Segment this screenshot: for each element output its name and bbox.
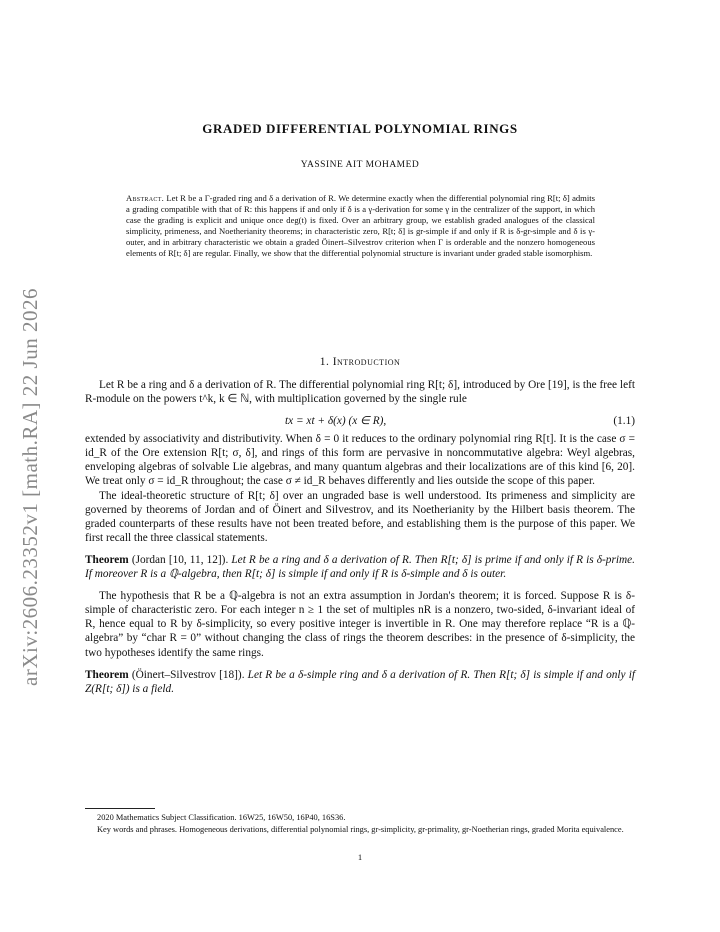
- footnote-rule: [85, 808, 155, 809]
- theorem-label: Theorem: [85, 553, 129, 566]
- equation-number: (1.1): [613, 415, 635, 428]
- section-heading-introduction: 1. Introduction: [319, 356, 401, 368]
- page-number: 1: [357, 852, 363, 862]
- abstract-label: Abstract.: [126, 193, 165, 203]
- theorem-statement: Let R be a δ-simple ring and δ a derivation of R. Then R[t; δ] is simple if and only if Z(R[t; δ]) is a field.: [85, 668, 635, 695]
- theorem-jordan: [85, 553, 635, 581]
- abstract: [126, 193, 595, 260]
- theorem-attribution: (Öinert–Silvestrov [18]).: [128, 668, 245, 681]
- footnote-msc: 2020 Mathematics Subject Classification. 16W25, 16W50, 16P40, 16S36.: [97, 813, 346, 822]
- paper-author: YASSINE AIT MOHAMED: [300, 160, 420, 170]
- paragraph-ideal-theory: The ideal-theoretic structure of R[t; δ] over an ungraded base is well understood. Its primeness and simplicity are governed by theorems of Jordan and of Öinert and Silvestrov, and its Noetherianity by the Hilbert basis theorem. The graded counterparts of these results have not been treated before, and establishing them is the purpose of this paper. We first recall the three classical statements.: [85, 489, 635, 544]
- theorem-label: Theorem: [85, 668, 129, 681]
- paragraph-hypothesis: The hypothesis that R be a ℚ-algebra is not an extra assumption in Jordan's theorem; it is forced. Suppose R is δ-simple of characteristic zero. For each integer n ≥ 1 the set of multiples nR is a nonzero, two-sided, δ-invariant ideal of R, hence equal to R by δ-simplicity, so every positive integer is invertible in R. One may therefore replace “R is a ℚ-algebra” by “char R = 0” without changing the class of rings the theorem describes: in the presence of δ-simplicity, the two hypotheses identify the same rings.: [85, 590, 635, 659]
- theorem-statement: Let R be a ring and δ a derivation of R. Then R[t; δ] is prime if and only if R is δ-prime. If moreover R is a ℚ-algebra, then R[t; δ] is simple if and only if R is δ-simple and δ is outer.: [85, 553, 635, 581]
- paragraph-intro-continued: extended by associativity and distributivity. When δ = 0 it reduces to the ordinary polynomial ring R[t]. It is the case σ = id_R of the Ore extension R[t; σ, δ], and rings of this form are pervasive in noncommutative algebra: Weyl algebras, enveloping algebras of solvable Lie algebras, and many quantum algebras and their localizations are of this kind [6, 20]. We treat only σ = id_R throughout; the case σ ≠ id_R behaves differently and lies outside the scope of this paper.: [85, 433, 635, 488]
- theorem-attribution: (Jordan [10, 11, 12]).: [128, 553, 229, 566]
- paragraph-intro: Let R be a ring and δ a derivation of R. The differential polynomial ring R[t; δ], introduced by Ore [19], is the free left R-module on the powers t^k, k ∈ ℕ, with multiplication governed by the single rule: [85, 379, 635, 406]
- footnote-keywords: Key words and phrases. Homogeneous derivations, differential polynomial rings, gr-simplicity, gr-primality, gr-Noetherian rings, graded Morita equivalence.: [97, 824, 624, 834]
- abstract-text: Let R be a Γ-graded ring and δ a derivation of R. We determine exactly when the differential polynomial ring R[t; δ] admits a grading compatible with that of R: this happens if and only if δ is a γ-derivation for some γ in the centralizer of the support, in which case the grading is explicit and unique once deg(t) is fixed. Over an arbitrary group, we establish graded analogues of the classical simplicity, primeness, and Noetherianity theorems; in characteristic zero, R[t; δ] is gr-simple if and only if R is δ-gr-simple and δ is γ-outer, and in arbitrary characteristic we obtain a graded Öinert–Silvestrov criterion when Γ is orderable and the nonzero homogeneous elements of R[t; δ] are regular. Finally, we show that the differential polynomial structure is invariant under graded stable isomorphism.: [126, 193, 595, 259]
- arxiv-identifier-stamp: arXiv:2606.23352v1 [math.RA] 22 Jun 2026: [18, 288, 42, 686]
- theorem-oinert-silvestrov: [85, 668, 635, 696]
- body-text: [85, 378, 635, 696]
- footnotes: [85, 812, 635, 835]
- paper-title: GRADED DIFFERENTIAL POLYNOMIAL RINGS: [202, 121, 518, 136]
- equation-1-1: [85, 412, 635, 430]
- equation-expression: tx = xt + δ(x) (x ∈ R),: [285, 415, 387, 428]
